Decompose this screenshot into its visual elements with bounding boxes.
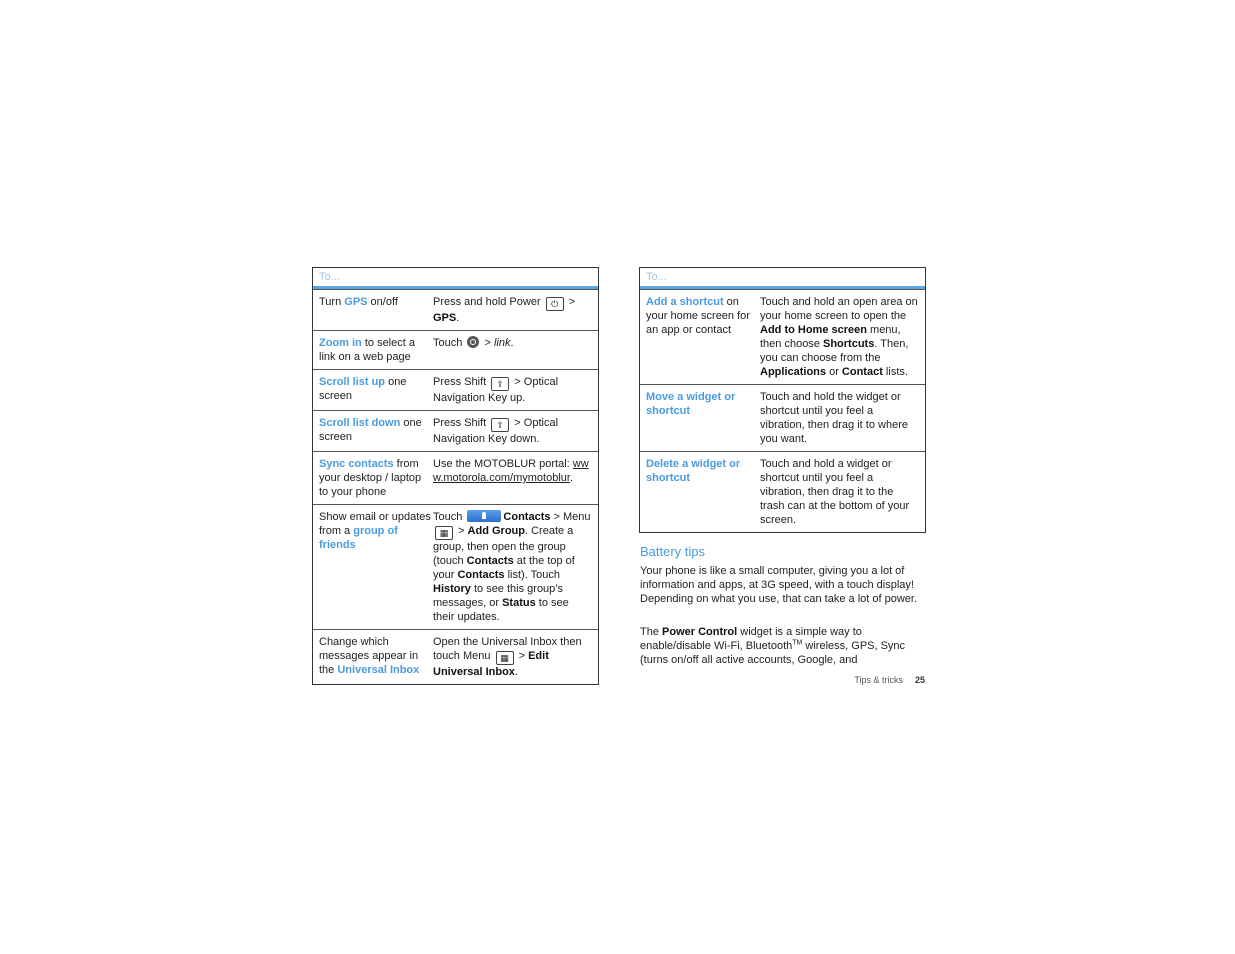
task-cell: Show email or updates from a group of friends — [319, 511, 431, 551]
table-row — [640, 451, 925, 532]
instruction-cell: Touch and hold a widget or shortcut until you feel a vibration, then drag it to the trash can at the bottom of your screen. — [760, 458, 910, 526]
table-row — [313, 629, 598, 684]
task-cell: Turn GPS on/off — [319, 296, 398, 308]
table-row — [640, 384, 925, 451]
menu-key-icon: ▦ — [435, 526, 453, 540]
power-key-icon: ⏻ — [546, 297, 564, 311]
contacts-app-icon — [467, 510, 501, 522]
battery-tips-heading: Battery tips — [640, 544, 706, 559]
table-row — [313, 410, 598, 451]
battery-paragraph-1: Your phone is like a small computer, giving you a lot of information and apps, at 3G speed, with a touch display! Depending on what you use, that can take a lot of power. — [640, 565, 918, 605]
table-row — [313, 451, 598, 504]
right-tips-table — [639, 267, 926, 533]
instruction-cell: Press Shift ⇪ > Optical Navigation Key up. — [433, 376, 559, 404]
task-cell: Change which messages appear in the Universal Inbox — [319, 636, 420, 676]
task-cell: Sync contacts from your desktop / laptop to your phone — [319, 458, 422, 498]
task-cell: Scroll list up one screen — [319, 376, 407, 402]
table-row — [313, 504, 598, 629]
left-tips-table — [312, 267, 599, 685]
table-header: To... — [640, 268, 925, 289]
motoblur-link[interactable]: www.motorola.com/mymotoblur — [433, 458, 589, 484]
section-name: Tips & tricks — [854, 675, 903, 685]
table-row — [313, 289, 598, 330]
shift-key-icon: ⇪ — [491, 418, 509, 432]
search-key-icon — [467, 336, 479, 348]
table-row — [313, 369, 598, 410]
instruction-cell: Touch and hold the widget or shortcut until you feel a vibration, then drag it to where you want. — [760, 391, 908, 445]
task-cell: Zoom in to select a link on a web page — [319, 337, 415, 363]
page-number: 25 — [914, 675, 925, 685]
shift-key-icon: ⇪ — [491, 377, 509, 391]
battery-paragraph-2: The Power Control widget is a simple way to enable/disable Wi-Fi, Bluetooth™ wireless, GPS, Sync (turns on/off all active accounts, Google, and — [640, 626, 906, 666]
instruction-cell: Press Shift ⇪ > Optical Navigation Key down. — [433, 417, 559, 445]
instruction-cell: Touch and hold an open area on your home screen to open the Add to Home screen menu, then choose Shortcuts. Then, you can choose from the Applications or Contact lists. — [760, 296, 918, 378]
task-cell: Scroll list down one screen — [319, 417, 422, 443]
table-header: To... — [313, 268, 598, 289]
menu-key-icon: ▦ — [496, 651, 514, 665]
instruction-cell: Use the MOTOBLUR portal: www.motorola.com/mymotoblur. — [433, 458, 589, 484]
instruction-cell: Open the Universal Inbox then touch Menu ▦ > Edit Universal Inbox. — [433, 636, 582, 678]
task-cell: Delete a widget or shortcut — [646, 458, 741, 484]
task-cell: Move a widget or shortcut — [646, 391, 736, 417]
task-cell: Add a shortcut on your home screen for an app or contact — [646, 296, 750, 336]
instruction-cell: Touch Contacts > Menu ▦ > Add Group. Create a group, then open the group (touch Contacts at the top of your Contacts list). Touch History to see this group’s messages, or Status to see their updates. — [433, 511, 591, 623]
page-footer — [830, 673, 925, 687]
instruction-cell: Touch > link. — [433, 337, 514, 349]
table-row — [313, 330, 598, 369]
instruction-cell: Press and hold Power ⏻ > GPS. — [433, 296, 576, 324]
table-row — [640, 289, 925, 384]
